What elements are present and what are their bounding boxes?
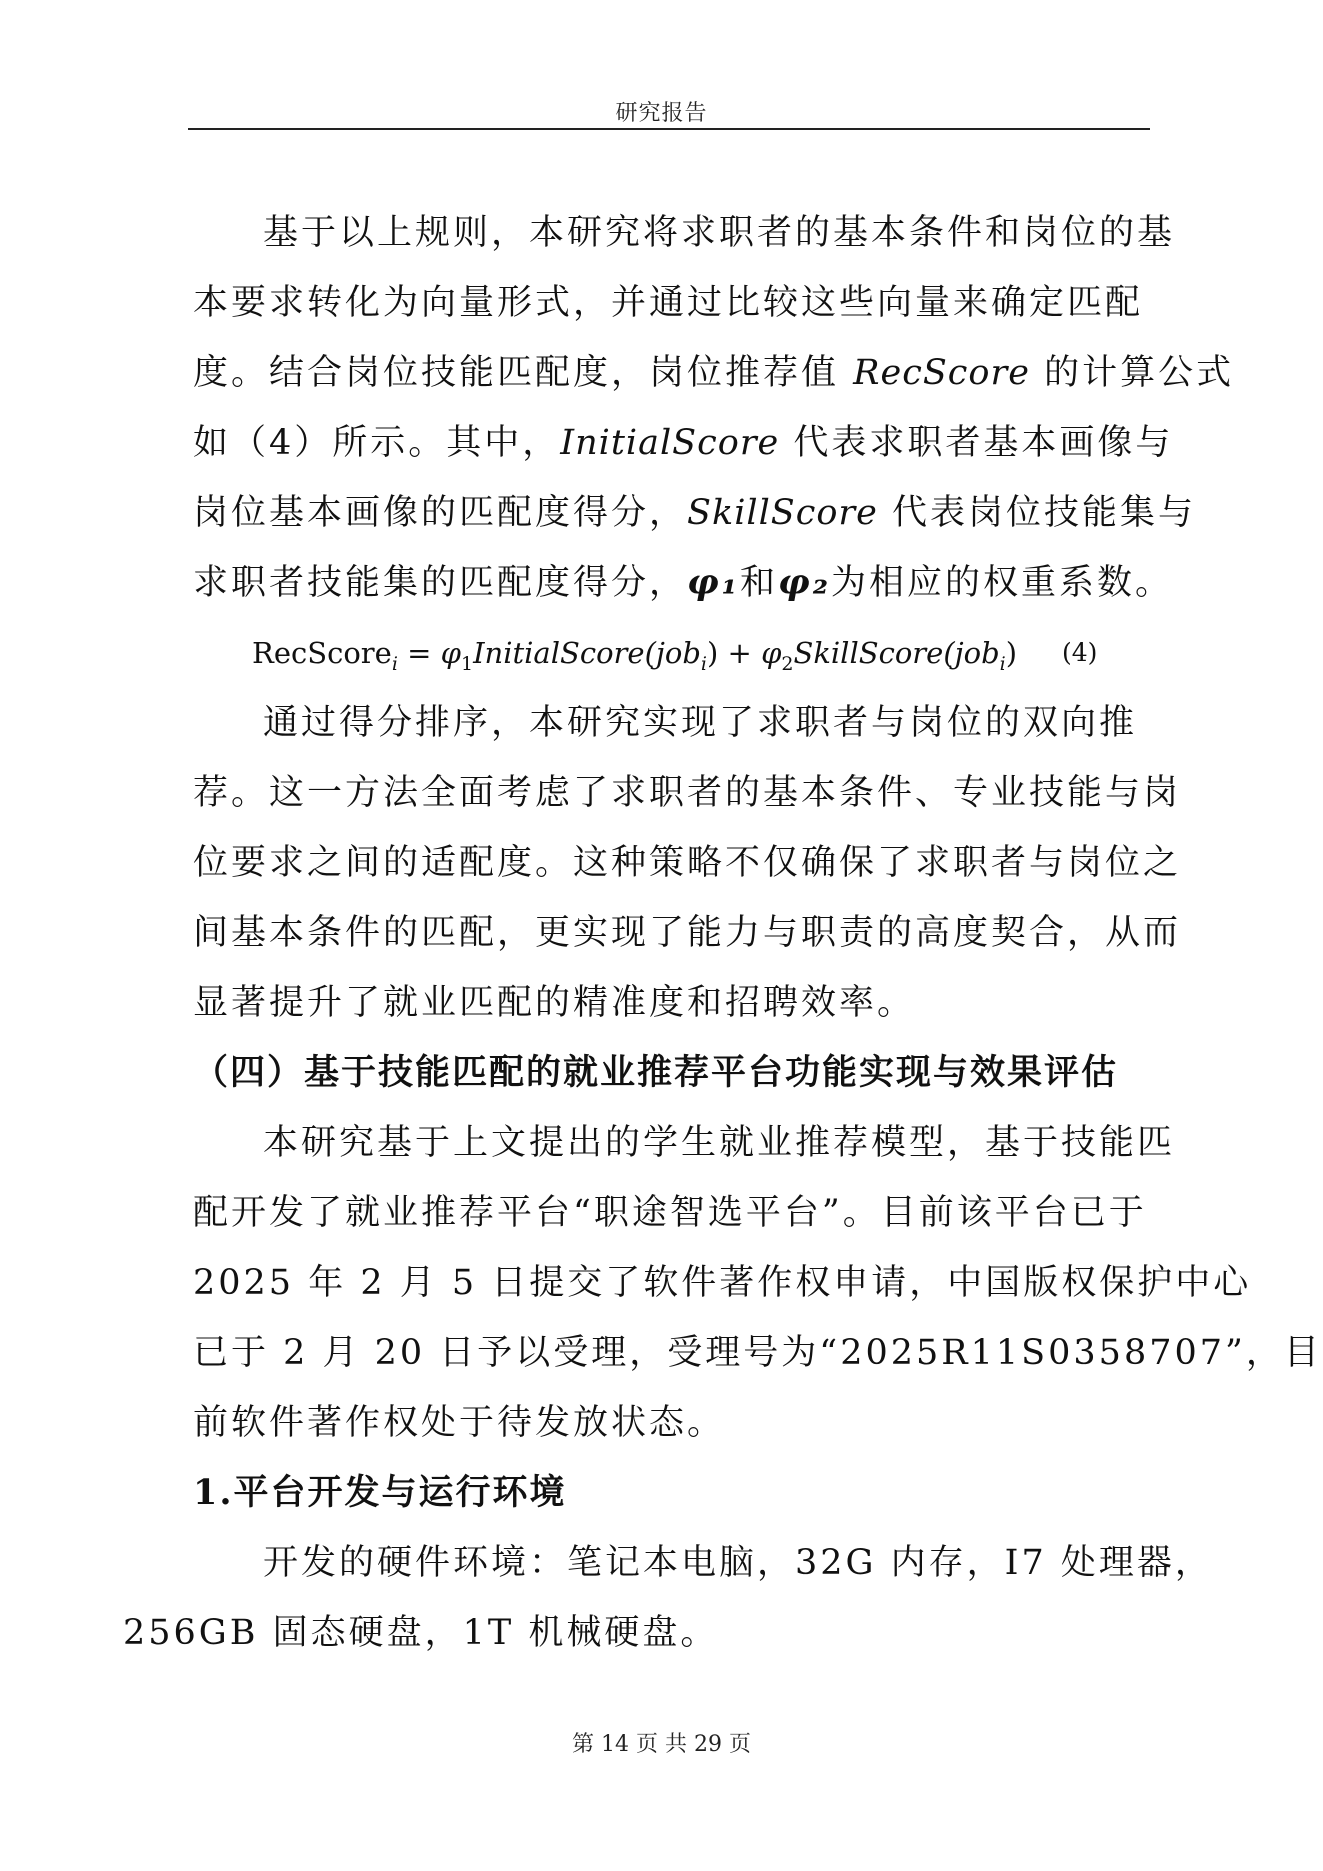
equation-subscript: 2 xyxy=(781,652,794,675)
math-symbol-phi2: φ₂ xyxy=(778,562,832,603)
math-symbol-phi1: φ₁ xyxy=(687,562,741,603)
section-heading: （四）基于技能匹配的就业推荐平台功能实现与效果评估 xyxy=(193,1052,1119,1093)
page-header-title: 研究报告 xyxy=(615,101,708,126)
equation-subscript: i xyxy=(391,652,398,675)
equation-phi1: φ xyxy=(440,636,461,670)
equation-term1: InitialScore(job xyxy=(473,636,701,670)
text-run: 代表求职者基本画像与 xyxy=(793,423,1174,463)
equation-term2: SkillScore(job xyxy=(793,636,1000,670)
text-run: 的计算公式 xyxy=(1044,353,1235,393)
text-line: 前软件著作权处于待发放状态。 xyxy=(193,1403,726,1443)
text-line: 2025 年 2 月 5 日提交了软件著作权申请，中国版权保护中心 xyxy=(193,1263,1252,1303)
header-divider xyxy=(188,128,1150,130)
text-run: 求职者技能集的匹配度得分， xyxy=(193,563,688,603)
paragraph-hardware xyxy=(123,1528,1213,1668)
text-line: 本要求转化为向量形式，并通过比较这些向量来确定匹配 xyxy=(193,283,1144,323)
paragraph-ranking xyxy=(193,688,1182,1038)
text-run: 岗位基本画像的匹配度得分， xyxy=(193,493,688,533)
text-line xyxy=(193,408,1174,478)
equation-recscore xyxy=(252,618,1017,699)
text-line: 通过得分排序，本研究实现了求职者与岗位的双向推 xyxy=(263,703,1138,743)
text-run: 度。结合岗位技能匹配度，岗位推荐值 xyxy=(193,353,840,393)
text-line: 开发的硬件环境：笔记本电脑，32G 内存，I7 处理器， xyxy=(263,1543,1213,1583)
text-line: 已于 2 月 20 日予以受理，受理号为“2025R11S0358707”，目 xyxy=(193,1333,1322,1373)
page-footer: 第 14 页 共 29 页 xyxy=(572,1732,751,1757)
equation-subscript: i xyxy=(999,652,1006,675)
text-line: 256GB 固态硬盘，1T 机械硬盘。 xyxy=(123,1613,719,1653)
equation-block xyxy=(193,618,1143,688)
text-run: 如（4）所示。其中， xyxy=(193,423,561,463)
text-line: 间基本条件的匹配，更实现了能力与职责的高度契合，从而 xyxy=(193,913,1182,953)
text-line xyxy=(193,548,1174,618)
text-line xyxy=(193,338,1235,408)
equation-number: (4) xyxy=(1062,638,1098,667)
equation-paren: ) xyxy=(706,636,719,670)
equation-lhs: RecScore xyxy=(252,636,392,670)
equation-subscript: i xyxy=(700,652,707,675)
equation-subscript: 1 xyxy=(460,652,474,675)
text-run: 为相应的权重系数。 xyxy=(831,563,1174,603)
text-line: 显著提升了就业匹配的精准度和招聘效率。 xyxy=(193,983,916,1023)
equation-phi2: φ xyxy=(761,636,782,670)
math-variable-initialscore: InitialScore xyxy=(560,423,780,463)
text-run: 代表岗位技能集与 xyxy=(892,493,1197,533)
paragraph-recscore-intro xyxy=(193,198,1235,618)
page-content xyxy=(123,198,1322,1668)
text-line: 配开发了就业推荐平台“职途智选平台”。目前该平台已于 xyxy=(193,1193,1147,1233)
text-line: 基于以上规则，本研究将求职者的基本条件和岗位的基 xyxy=(263,213,1176,253)
subsection-heading: 1.平台开发与运行环境 xyxy=(193,1472,567,1513)
text-line: 本研究基于上文提出的学生就业推荐模型，基于技能匹 xyxy=(263,1123,1176,1163)
equation-paren: ) xyxy=(1005,636,1018,670)
text-line: 位要求之间的适配度。这种策略不仅确保了求职者与岗位之 xyxy=(193,843,1182,883)
text-line xyxy=(193,478,1197,548)
equation-equals: = xyxy=(397,636,441,670)
text-line: 荐。这一方法全面考虑了求职者的基本条件、专业技能与岗 xyxy=(193,773,1182,813)
math-variable-recscore: RecScore xyxy=(853,353,1030,393)
paragraph-platform xyxy=(193,1108,1322,1458)
equation-plus: + xyxy=(718,636,762,670)
math-variable-skillscore: SkillScore xyxy=(687,493,878,533)
text-run: 和 xyxy=(740,563,779,603)
